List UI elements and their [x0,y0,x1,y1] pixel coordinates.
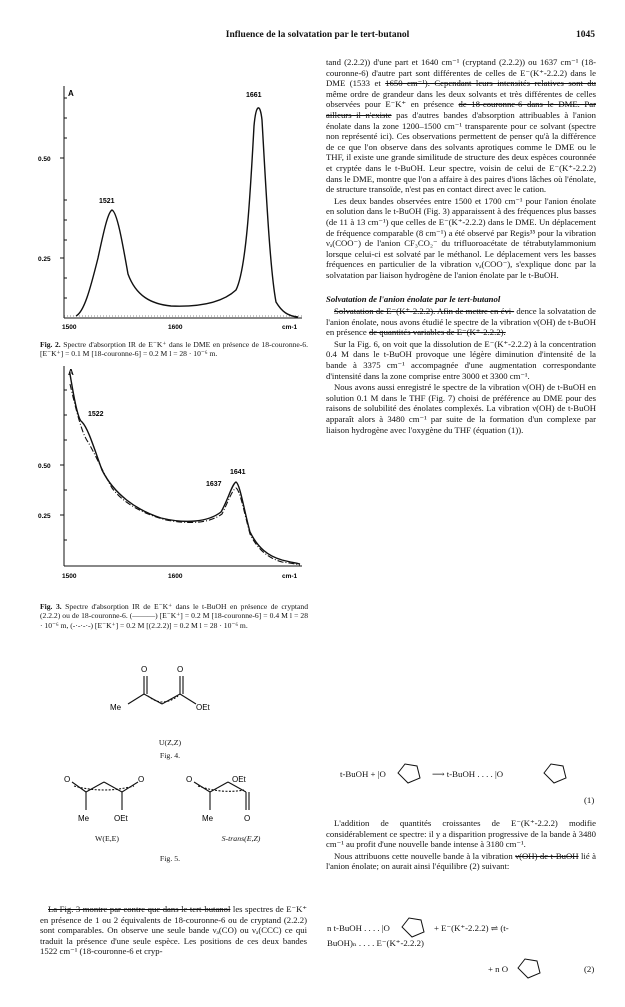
fig2-y-tick-025: 0.25 [38,256,51,263]
right-paragraph-1 [326,57,596,195]
running-title: Influence de la solvatation par le tert-butanol [225,30,410,40]
eq2-b: + E⁻(K⁺-2.2.2) ⇌ (t- [434,923,509,933]
left-paragraph-1 [40,904,307,957]
thf-ring-icon [516,957,542,979]
equation-1-right [432,769,503,780]
fig4-name: U(Z,Z) [158,738,182,747]
fig4-structure [100,660,240,735]
eq2-c: BuOH)ₙ . . . . E⁻(K⁺-2.2.2) [327,938,424,948]
fig4-atom-o-right: O [177,665,184,674]
right-paragraph-6: L'addition de quantités croissantes de E⁻(K⁺-2.2.2) modifie considérablement ce spectre: il y a disparition progressive de la bande à 3480 cm⁻¹ au profit d'une nouvelle bande intense à 3180 cm⁻¹. [326,818,596,850]
right-p1-b: même ordre de grandeur dans les deux solvants et très différentes de celles observées pour E⁻K⁺ en présence [326,88,596,110]
fig3-y-tick-050: 0.50 [38,463,51,470]
eq1-right: ⟶ t-BuOH . . . . |O [432,769,504,779]
fig2-peak-label-1661: 1661 [246,92,262,99]
thf-ring-icon [400,916,426,938]
right-p1: tand (2.2.2)) d'une part et 1640 cm⁻¹ (cryptand (2.2.2)) ou 1637 cm⁻¹ (18-couronne-6) d'autre part sont différentes de celles de E⁻(K⁺-2.2.2) dans le DME (1533 et [326,57,596,89]
fig3-panel-label: A [68,368,74,377]
fig2-x-tick-1600: 1600 [168,324,183,331]
section-title: Solvatation de l'anion énolate par le tert-butanol [326,294,501,305]
eq2-d: + n O [488,964,509,974]
eq2-a: n t-BuOH . . . . |O [327,923,390,933]
fig2-y-tick-050: 0.50 [38,156,51,163]
thf-ring-icon [396,762,422,784]
fig5s-atom-oet: OEt [232,775,246,784]
fig5-structure-s [176,768,296,828]
fig3-caption-text: Spectre d'absorption IR de E⁻K⁺ dans le t-BuOH en présence de cryptand (2.2.2) ou de 18-couronne-6. (———) [E⁻K⁺] = 0.2 M [18-couronne-6] = 0.4 M l = 28 · 10⁻⁶ m, (-·-·-·-) [E⁻K⁺] = 0.2 M [(2.2.2)] = 0.2 M l = 28 · 10⁻⁶ m. [40,602,308,630]
right-p7-b: lié à l'anion énolate; on aurait ainsi l'équilibre (2) suivant: [326,850,596,872]
right-paragraph-4: Sur la Fig. 6, on voit que la dissolution de E⁻(K⁺-2.2.2) à la concentration 0.4 M dans le t-BuOH provoque une légère diminution d'intensité de la bande à 3375 cm⁻¹ accompagnée d'une augmentation correspondante d'intensité dans la zone comprise entre 3000 et 3300 cm⁻¹. [326,338,596,381]
fig2-peak-label-1521: 1521 [99,198,115,205]
fig5-s-name: S-trans(E,Z) [221,834,261,843]
equation-2-number: (2) [584,964,595,974]
fig3-x-tick-1500: 1500 [62,573,77,580]
right-p3: dence la solvatation de l'anion énolate, nous avons étudié le spectre de la vibration ν(OH) de t-BuOH en présence [326,306,596,338]
left-p1-strike: La Fig. 3 montre par contre que dans le tert-butanol [48,904,231,914]
fig2-spectrum [36,80,308,342]
fig2-caption-label: Fig. 2. [40,340,61,349]
right-p1-strike2: de 18-couronne-6 dans le DME. Par ailleurs il n'existe [326,99,597,120]
fig3-peak-label-1641: 1641 [230,469,246,476]
fig2-caption [40,340,308,359]
right-paragraph-7 [326,851,596,872]
left-p1-rest: les spectres de E⁻K⁺ en présence de 1 ou 2 équivalents de 18-couronne-6 ou de cryptand (2.2.2) sont comparables. On observe une seule bande νₐ(CO) ou νₐ(CCC) ce qui traduit la présence d'une seule espèce. Les positions de ces deux bandes 1522 cm⁻¹ (18-couronne-6 et cryp- [40,904,307,957]
right-p3-strike2: de quantités variables de E⁻(K⁺-2.2.2). [368,327,506,338]
fig4-atom-me: Me [110,703,122,712]
equation-2-line1 [327,923,390,933]
fig5w-atom-o-right: O [138,775,145,784]
fig3-peak-label-1522: 1522 [88,411,104,418]
equation-2-line2 [327,938,424,949]
fig3-caption [40,602,308,630]
right-column-text-lower [326,818,596,873]
right-p3-strike: Solvatation de E⁻(K⁺-2.2.2). Afin de mettre en évi- [334,306,515,317]
fig5s-atom-o: O [186,775,193,784]
fig2-curve [76,108,298,317]
right-paragraph-3 [326,306,596,338]
fig3-spectrum [36,362,308,588]
equation-2-line3 [488,964,508,974]
fig3-x-tick-unit: cm-1 [282,573,298,580]
equation-2-line1b [434,923,509,934]
fig5w-atom-me: Me [78,814,90,823]
right-column-text [326,57,596,436]
equation-1 [340,769,386,779]
fig3-curve-solid [70,374,300,564]
page-header [40,30,595,44]
page-number: 1045 [576,30,595,40]
fig2-panel-label: A [68,89,74,98]
fig2-x-tick-unit: cm-1 [282,324,298,331]
right-paragraph-5: Nous avons aussi enregistré le spectre de la vibration ν(OH) de t-BuOH en solution 0.1 M dans le THF (Fig. 7) choisi de préférence au DME pour des raisons de solubilité des énolates complexés. La vibration ν(OH) de t-BuOH apparaît alors à 3480 cm⁻¹ par suite de la formation d'un complexe par liaison hydrogène avec l'oxygène du THF (équation (1)). [326,382,596,435]
fig3-peak-label-1637: 1637 [206,481,222,488]
fig4-label: Fig. 4. [159,751,181,760]
fig5-label: Fig. 5. [159,854,181,863]
fig5-structure-w [52,768,162,828]
fig5w-atom-oet: OEt [114,814,128,823]
fig4-atom-oet: OEt [196,703,210,712]
right-p7-strike: ν(OH) de t-BuOH [515,850,579,861]
thf-ring-icon [542,762,568,784]
fig2-caption-text: Spectre d'absorption IR de E⁻K⁺ dans le DME en présence de 18-couronne-6. [E⁻K⁺] = 0.1 M [18-couronne-6] = 0.2 M l = 28 · 10⁻⁶ m. [40,340,309,359]
left-column-text [40,904,307,957]
fig5w-atom-o-left: O [64,775,71,784]
fig2-x-tick-1500: 1500 [62,324,77,331]
right-p7-a: Nous attribuons cette nouvelle bande à la vibration [334,850,516,861]
right-paragraph-2: Les deux bandes observées entre 1500 et 1700 cm⁻¹ pour l'anion énolate en solution dans le t-BuOH (Fig. 3) apparaissent à des fréquences plus basses (de 11 à 13 cm⁻¹) que celles de E⁻(K⁺-2.2.2) dans le DME. Un déplacement de fréquence comparable (8 cm⁻¹) a été observé par Regis³⁵ pour la vibration νₐ(COO⁻) de l'anion CF₃CO₂⁻ du trifluoroacétate de tétrabutylammonium lorsque celui-ci est solvaté par le méthanol. Le déplacement vers les basses fréquences en particulier de la vibration νₐ(COO⁻), s'explique donc par la solvatation par liaison hydrogène de l'anion énolate par le t-BuOH. [326,195,596,280]
equation-1-number: (1) [584,795,595,805]
fig4-atom-o-left: O [141,665,148,674]
fig5s-atom-o2: O [244,814,251,823]
fig3-x-tick-1600: 1600 [168,573,183,580]
eq1-left: t-BuOH + |O [340,769,386,779]
right-p1-c: pas d'autres bandes d'absorption attribuables à l'anion énolate dans la zone 1200–1500 cm⁻¹ transparente pour ce solvant (spectre non représenté ici). Ces observations permettent de penser qu'à la différence de ce que l'on observe dans des solvants aprotiques comme le DME ou le THF, il existe une grande similitude de structure des deux espèces couronnée et cryptée dans le t-BuOH. Leur spectre, voisin de celui de E⁻(K⁺-2.2.2) dans le DME, montre que l'on a affaire à des paires d'ions lâches où l'énolate, de structure transoïde, n'est pas en contact direct avec le cation. [326,109,596,195]
fig5-w-name: W(E,E) [94,834,120,843]
fig3-caption-label: Fig. 3. [40,602,62,611]
fig3-y-tick-025: 0.25 [38,513,51,520]
right-p1-strike: 1650 cm⁻¹). Cependant leurs intensités relatives sont du [385,78,596,89]
fig5s-atom-me: Me [202,814,214,823]
